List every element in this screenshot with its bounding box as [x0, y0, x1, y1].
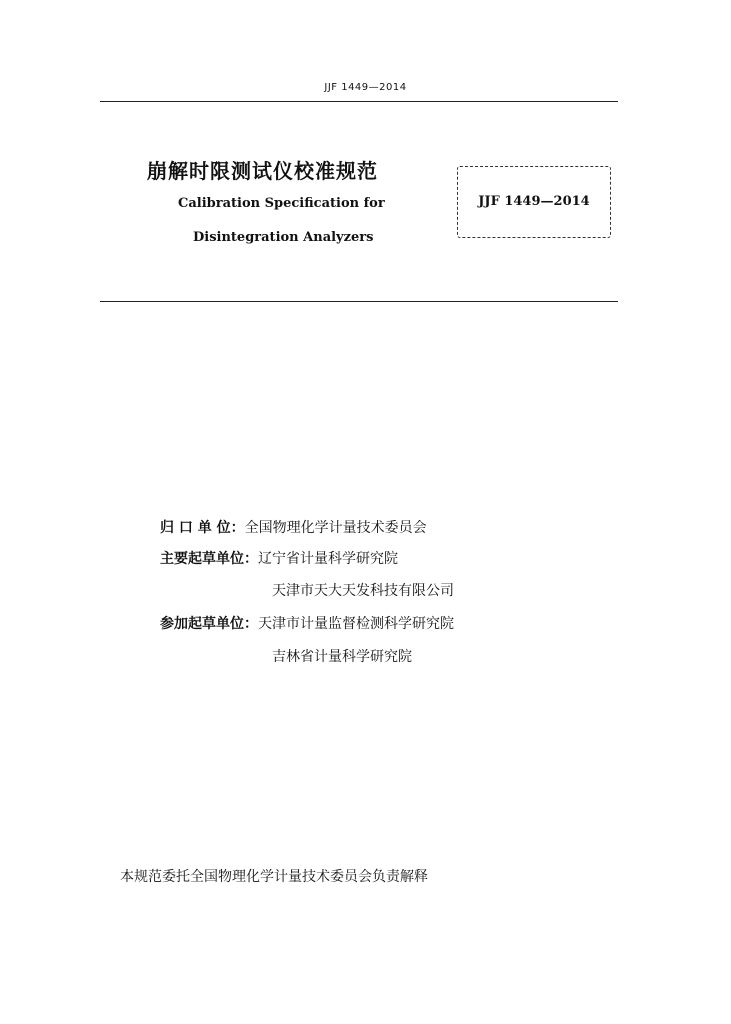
header-standard-code: JJF 1449—2014 — [324, 82, 407, 93]
info-row-participating-drafter — [160, 614, 454, 634]
top-divider — [100, 101, 618, 102]
title-english-line1: Calibration Specification for — [178, 196, 385, 211]
info-row-main-drafter-2 — [272, 581, 454, 601]
info-row-responsible — [160, 518, 427, 538]
info-row-participating-drafter-2 — [272, 647, 412, 667]
info-value: 天津市计量监督检测科学研究院 — [258, 616, 454, 632]
info-label: 主要起草单位： — [160, 551, 258, 567]
info-value: 辽宁省计量科学研究院 — [258, 551, 398, 567]
standard-code-box-text: JJF 1449—2014 — [478, 194, 590, 209]
info-value: 全国物理化学计量技术委员会 — [244, 520, 427, 536]
footer-interpretation-note: 本规范委托全国物理化学计量技术委员会负责解释 — [120, 869, 428, 885]
title-english-line2: Disintegration Analyzers — [193, 230, 374, 245]
bottom-divider — [100, 301, 618, 302]
info-row-main-drafter — [160, 549, 398, 569]
info-value: 天津市天大天发科技有限公司 — [272, 583, 454, 599]
info-label: 参加起草单位： — [160, 616, 258, 632]
title-chinese: 崩解时限测试仪校准规范 — [147, 159, 378, 183]
info-value: 吉林省计量科学研究院 — [272, 649, 412, 665]
info-label: 归 口 单 位： — [160, 520, 245, 536]
